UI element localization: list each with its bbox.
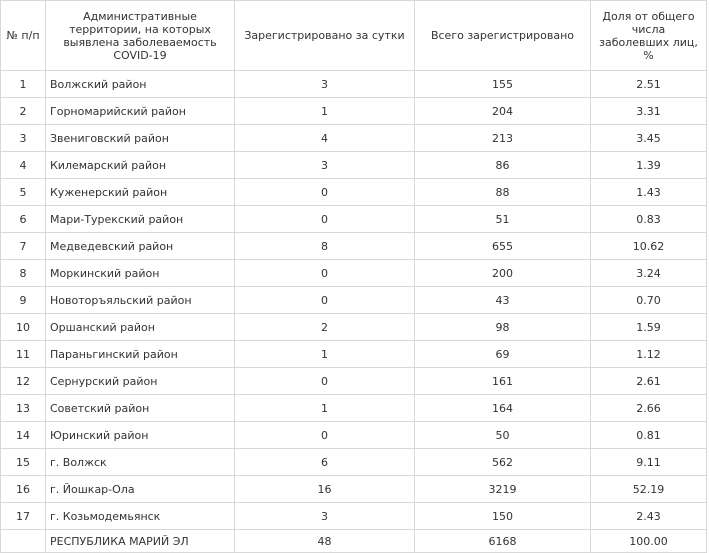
territory-cell: Звениговский район <box>46 125 235 152</box>
table-row <box>1 71 707 98</box>
header-territory: Административные территории, на которых выявлена заболеваемость COVID-19 <box>46 1 235 71</box>
total-cell: 204 <box>415 98 591 125</box>
territory-cell: г. Йошкар-Ола <box>46 476 235 503</box>
total-cell: 161 <box>415 368 591 395</box>
total-cell: 50 <box>415 422 591 449</box>
num-cell: 14 <box>1 422 46 449</box>
total-cell: 655 <box>415 233 591 260</box>
share-cell: 2.51 <box>591 71 707 98</box>
table-row <box>1 395 707 422</box>
num-cell: 6 <box>1 206 46 233</box>
total-territory-cell: РЕСПУБЛИКА МАРИЙ ЭЛ <box>46 530 235 553</box>
total-share-cell: 100.00 <box>591 530 707 553</box>
daily-cell: 0 <box>235 206 415 233</box>
table-row <box>1 368 707 395</box>
territory-cell: Килемарский район <box>46 152 235 179</box>
share-cell: 52.19 <box>591 476 707 503</box>
daily-cell: 3 <box>235 503 415 530</box>
total-cell: 150 <box>415 503 591 530</box>
num-cell: 15 <box>1 449 46 476</box>
table-row <box>1 449 707 476</box>
territory-cell: Новоторъяльский район <box>46 287 235 314</box>
table-row <box>1 314 707 341</box>
daily-cell: 0 <box>235 287 415 314</box>
table-row <box>1 341 707 368</box>
share-cell: 1.39 <box>591 152 707 179</box>
total-cell: 86 <box>415 152 591 179</box>
territory-cell: Сернурский район <box>46 368 235 395</box>
total-cell: 164 <box>415 395 591 422</box>
num-cell: 11 <box>1 341 46 368</box>
table-row <box>1 179 707 206</box>
table-row <box>1 152 707 179</box>
num-cell: 16 <box>1 476 46 503</box>
territory-cell: Мари-Турекский район <box>46 206 235 233</box>
territory-cell: Оршанский район <box>46 314 235 341</box>
total-cell: 155 <box>415 71 591 98</box>
header-daily: Зарегистрировано за сутки <box>235 1 415 71</box>
territory-cell: г. Козьмодемьянск <box>46 503 235 530</box>
territory-cell: г. Волжск <box>46 449 235 476</box>
territory-cell: Советский район <box>46 395 235 422</box>
territory-cell: Горномарийский район <box>46 98 235 125</box>
total-daily-cell: 48 <box>235 530 415 553</box>
total-row <box>1 530 707 553</box>
total-cell: 88 <box>415 179 591 206</box>
table-row <box>1 422 707 449</box>
total-cell: 51 <box>415 206 591 233</box>
num-cell: 2 <box>1 98 46 125</box>
territory-cell: Куженерский район <box>46 179 235 206</box>
num-cell: 13 <box>1 395 46 422</box>
territory-cell: Моркинский район <box>46 260 235 287</box>
num-cell: 1 <box>1 71 46 98</box>
share-cell: 0.83 <box>591 206 707 233</box>
num-cell: 8 <box>1 260 46 287</box>
share-cell: 1.59 <box>591 314 707 341</box>
daily-cell: 4 <box>235 125 415 152</box>
table-row <box>1 206 707 233</box>
num-cell: 12 <box>1 368 46 395</box>
daily-cell: 3 <box>235 152 415 179</box>
total-cell: 98 <box>415 314 591 341</box>
daily-cell: 1 <box>235 98 415 125</box>
territory-cell: Параньгинский район <box>46 341 235 368</box>
share-cell: 10.62 <box>591 233 707 260</box>
territory-cell: Юринский район <box>46 422 235 449</box>
total-num-cell <box>1 530 46 553</box>
total-cell: 43 <box>415 287 591 314</box>
total-cell: 3219 <box>415 476 591 503</box>
num-cell: 10 <box>1 314 46 341</box>
total-total-cell: 6168 <box>415 530 591 553</box>
daily-cell: 0 <box>235 368 415 395</box>
share-cell: 2.66 <box>591 395 707 422</box>
daily-cell: 1 <box>235 341 415 368</box>
daily-cell: 8 <box>235 233 415 260</box>
num-cell: 9 <box>1 287 46 314</box>
num-cell: 7 <box>1 233 46 260</box>
table-body <box>1 71 707 553</box>
header-total: Всего зарегистрировано <box>415 1 591 71</box>
header-share: Доля от общего числа заболевших лиц, % <box>591 1 707 71</box>
num-cell: 3 <box>1 125 46 152</box>
share-cell: 9.11 <box>591 449 707 476</box>
daily-cell: 16 <box>235 476 415 503</box>
num-cell: 5 <box>1 179 46 206</box>
share-cell: 0.70 <box>591 287 707 314</box>
share-cell: 2.61 <box>591 368 707 395</box>
daily-cell: 0 <box>235 260 415 287</box>
total-cell: 200 <box>415 260 591 287</box>
share-cell: 0.81 <box>591 422 707 449</box>
header-num: № п/п <box>1 1 46 71</box>
share-cell: 3.24 <box>591 260 707 287</box>
num-cell: 17 <box>1 503 46 530</box>
table-row <box>1 125 707 152</box>
daily-cell: 3 <box>235 71 415 98</box>
share-cell: 1.12 <box>591 341 707 368</box>
total-cell: 69 <box>415 341 591 368</box>
territory-cell: Медведевский район <box>46 233 235 260</box>
share-cell: 1.43 <box>591 179 707 206</box>
table-row <box>1 260 707 287</box>
total-cell: 213 <box>415 125 591 152</box>
daily-cell: 2 <box>235 314 415 341</box>
daily-cell: 0 <box>235 422 415 449</box>
table-row <box>1 233 707 260</box>
total-cell: 562 <box>415 449 591 476</box>
table-row <box>1 503 707 530</box>
table-header <box>1 1 707 71</box>
territory-cell: Волжский район <box>46 71 235 98</box>
table-row <box>1 287 707 314</box>
daily-cell: 6 <box>235 449 415 476</box>
table-row <box>1 476 707 503</box>
daily-cell: 1 <box>235 395 415 422</box>
table-row <box>1 98 707 125</box>
daily-cell: 0 <box>235 179 415 206</box>
num-cell: 4 <box>1 152 46 179</box>
header-row <box>1 1 707 71</box>
share-cell: 2.43 <box>591 503 707 530</box>
share-cell: 3.45 <box>591 125 707 152</box>
share-cell: 3.31 <box>591 98 707 125</box>
